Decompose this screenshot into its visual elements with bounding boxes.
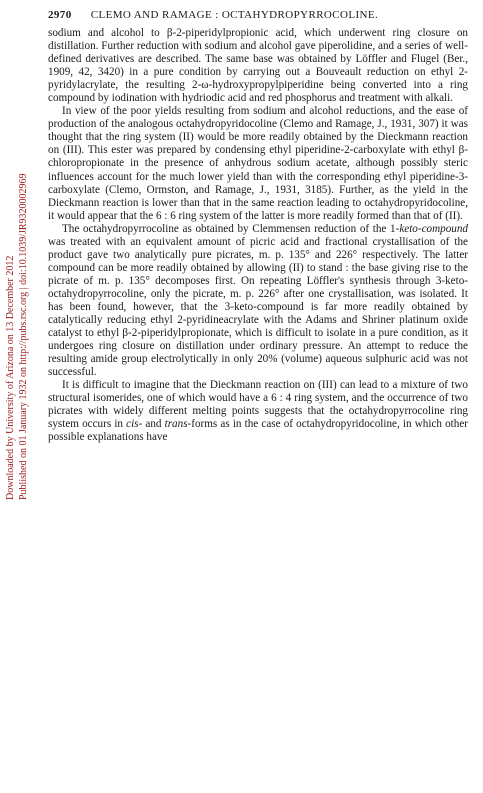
paragraph: [48, 223, 468, 380]
paragraph-text: and: [142, 418, 165, 431]
paragraph-text: sodium and alcohol to β-2-piperidylpropionic acid, which underwent ring closure on distillation. Further reduction with sodium and alcohol gave piperolidine, and a series of well-defined derivatives are described. The same base was obtained by Löffler and Flugel (Ber., 1909, 42, 3420) in a pure condition by carrying out a Bouveault reduction on ethyl 2-pyridylacrylate, the resulting 2-ω-hydroxypropylpiperidine being converted into a ring compound by iodination with hydriodic acid and red phosphorus and treatment with alkali.: [48, 27, 468, 105]
page-number: 2970: [48, 9, 72, 21]
paragraph: [48, 27, 468, 105]
page-header: [48, 9, 468, 21]
page: [48, 0, 468, 445]
italic-text: keto-compound: [399, 222, 468, 235]
running-title: CLEMO AND RAMAGE : OCTAHYDROPYRROCOLINE.: [90, 9, 379, 21]
italic-text: cis-: [126, 418, 143, 431]
paragraph: [48, 105, 468, 222]
article-body: [48, 27, 468, 445]
paragraph-text: -forms as in the case of octahydropyridocoline, in which other possible explanations have: [48, 418, 469, 444]
paragraph-text: In view of the poor yields resulting from sodium and alcohol reductions, and the ease of production of the analogous octahydropyridocoline (Clemo and Ramage, J., 1931, 307) it was thought that the ring system (II) would be more readily obtained by the Dieckmann reaction on (III). This ester was prepared by condensing ethyl piperidine-2-carboxylate with ethyl β-chloropropionate in the presence of anhydrous sodium acetate, although possibly steric influences account for the much lower yield than with the corresponding ethyl piperidine-3-carboxylate (Clemo, Ormston, and Ramage, J., 1931, 3185). Further, as the yield in the Dieckmann reaction is lower than that in the same reaction leading to octahydropyridocoline, it would appear that the 6 : 6 ring system of the latter is more readily formed than that of (II).: [48, 105, 468, 222]
publication-notice: Published on 01 January 1932 on http://pubs.rsc.org | doi:10.1039/JR9320002969: [18, 173, 29, 500]
paragraph-text: It is difficult to imagine that the Dieckmann reaction on (III) can lead to a mixture of two structural isomerides, one of which would have a 6 : 4 ring system, and the occurrence of two picrates with widely different melting points suggests that the octahydropyrrocoline ring system occurs in: [48, 379, 468, 431]
paragraph: [48, 379, 468, 444]
download-notice: Downloaded by University of Arizona on 13 December 2012: [5, 255, 16, 500]
paragraph-text: was treated with an equivalent amount of picric acid and fractional crystallisation of the product gave two analytically pure picrates, m. p. 135° and 226° respectively. The latter compound can be more readily obtained by allowing (II) to stand : the base giving rise to the picrate of m. p. 135° decomposes first. On repeating Löffler's synthesis through 3-keto-octahydropyrrocoline, only the picrate, m. p. 226° after one crystallisation, was isolated. It has been found, however, that the 3-keto-compound is far more readily obtained by catalytically reducing ethyl 2-pyridineacrylate with the Adams and Shriner platinum oxide catalyst to ethyl β-2-piperidylpropionate, which is difficult to isolate in a pure condition, as it undergoes ring closure on distillation under ordinary pressure. An attempt to reduce the resulting amide group electrolytically in only 20% (volume) aqueous sulphuric acid was not successful.: [48, 235, 468, 379]
italic-text: trans: [164, 418, 188, 431]
sidebar-citation: [0, 0, 44, 793]
paragraph-text: The octahydropyrrocoline as obtained by Clemmensen reduction of the 1-: [62, 222, 400, 235]
